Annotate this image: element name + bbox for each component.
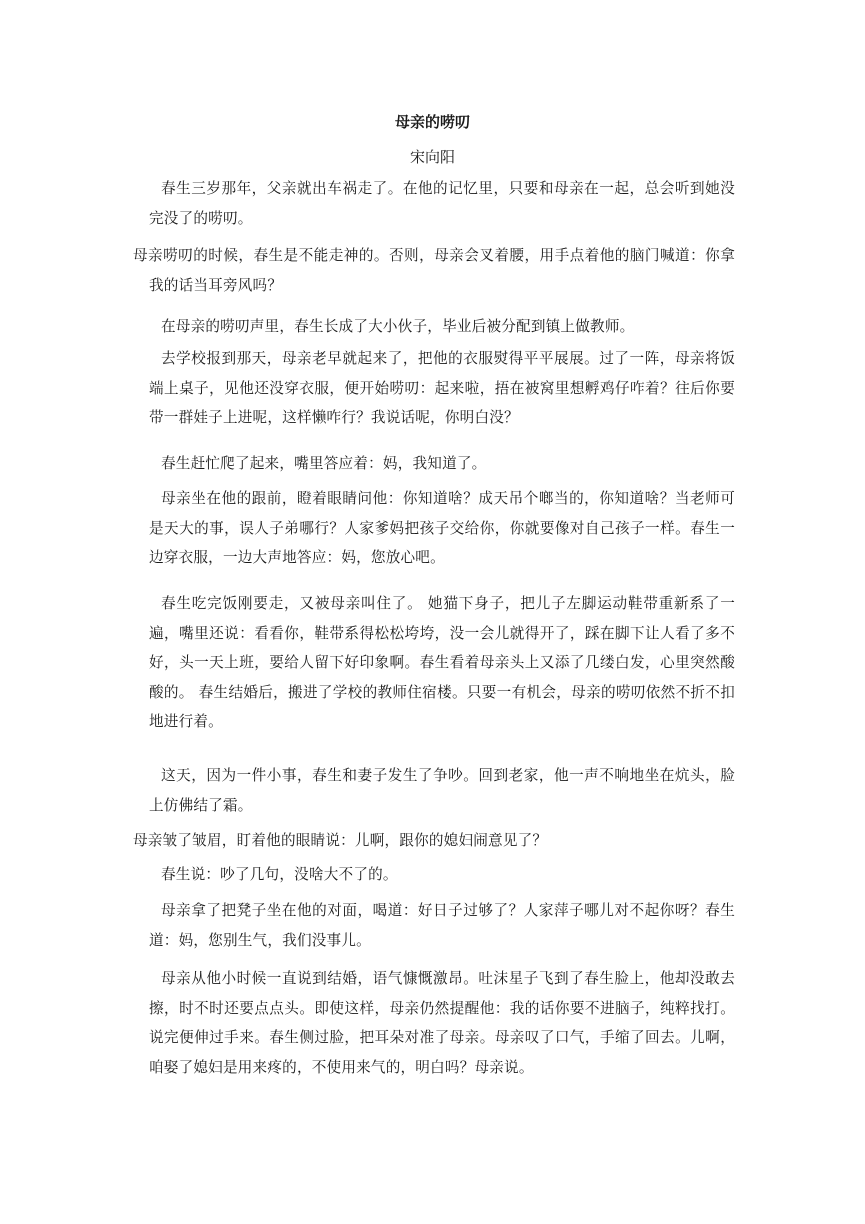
document-author: 宋向阳 bbox=[409, 148, 455, 166]
paragraph-2: 母亲唠叨的时候，春生是不能走神的。否则，母亲会叉着腰，用手点着他的脑门喊道：你拿我的话当耳旁风吗？ bbox=[133, 247, 735, 294]
paragraph-8: 这天，因为一件小事，春生和妻子发生了争吵。回到老家，他一声不响地坐在炕头，脸上仿佛结了霜。 bbox=[149, 767, 735, 814]
paragraph-4: 去学校报到那天，母亲老早就起来了，把他的衣服熨得平平展展。过了一阵，母亲将饭端上桌子，见他还没穿衣服，便开始唠叨：起来啦，捂在被窝里想孵鸡仔咋着？往后你要带一群娃子上进呢，这样懒咋行？我说话呢，你明白没？ bbox=[149, 350, 735, 426]
document-title: 母亲的唠叨 bbox=[394, 113, 470, 131]
paragraph-12: 母亲从他小时候一直说到结婚，语气慷慨激昂。吐沫星子飞到了春生脸上，他却没敢去擦，时不时还要点点头。即使这样，母亲仍然提醒他：我的话你要不进脑子，纯粹找打。说完便伸过手来。春生侧过脸，把耳朵对准了母亲。母亲叹了口气，手缩了回去。儿啊，咱娶了媳妇是用来疼的，不使用来气的，明白吗？母亲说。 bbox=[149, 970, 735, 1076]
paragraph-6: 母亲坐在他的跟前，瞪着眼睛问他：你知道啥？成天吊个啷当的，你知道啥？当老师可是天大的事，误人子弟哪行？人家爹妈把孩子交给你，你就要像对自己孩子一样。春生一边穿衣服，一边大声地答应：妈，您放心吧。 bbox=[149, 490, 735, 566]
paragraph-5: 春生赶忙爬了起来，嘴里答应着：妈，我知道了。 bbox=[161, 455, 487, 472]
paragraph-3: 在母亲的唠叨声里，春生长成了大小伙子，毕业后被分配到镇上做教师。 bbox=[161, 318, 635, 335]
paragraph-10: 春生说：吵了几句，没啥大不了的。 bbox=[161, 866, 398, 883]
paragraph-1: 春生三岁那年，父亲就出车祸走了。在他的记忆里，只要和母亲在一起，总会听到她没完没了的唠叨。 bbox=[149, 180, 735, 227]
paragraph-9: 母亲皱了皱眉，盯着他的眼睛说：儿啊，跟你的媳妇闹意见了？ bbox=[133, 832, 548, 849]
paragraph-7: 春生吃完饭刚要走，又被母亲叫住了。 她猫下身子，把儿子左脚运动鞋带重新系了一遍，嘴里还说：看看你，鞋带系得松松垮垮，没一会儿就得开了，踩在脚下让人看了多不好，头一天上班，要给人留下好印象啊。春生看着母亲头上又添了几缕白发，心里突然酸酸的。 春生结婚后，搬进了学校的教师住宿楼。只要一有机会，母亲的唠叨依然不折不扣地进行着。 bbox=[149, 595, 735, 730]
paragraph-11: 母亲拿了把凳子坐在他的对面，喝道：好日子过够了？人家萍子哪儿对不起你呀？春生道：妈，您别生气，我们没事儿。 bbox=[149, 902, 735, 949]
